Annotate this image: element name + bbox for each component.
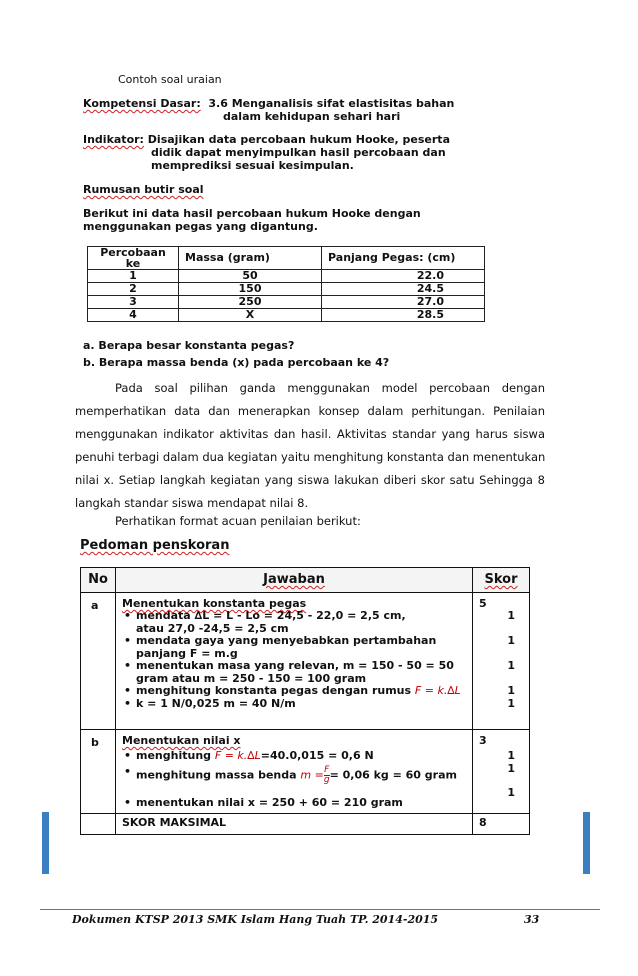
row-a-scores (473, 593, 530, 730)
table-row (88, 309, 485, 322)
page-number: 33 (524, 913, 540, 926)
row-a-total: 5 (479, 597, 487, 610)
paragraph-line-3: menggunakan indikator aktivitas dan hasil. Aktivitas standar yang harus siswa (75, 427, 545, 441)
cell: 3 (88, 296, 179, 309)
rumusan-line-1: Berikut ini data hasil percobaan hukum Hooke dengan (83, 207, 421, 220)
pedoman-title: Pedoman penskoran (80, 538, 230, 553)
row-b-scores (473, 730, 530, 814)
score-row-a (81, 593, 530, 730)
footer-rule (40, 909, 600, 910)
row-max-label: SKOR MAKSIMAL (116, 814, 473, 835)
ind-text-1: Disajikan data percobaan hukum Hooke, peserta (147, 133, 450, 146)
score-value: 1 (507, 634, 515, 647)
score-value: 1 (507, 786, 515, 799)
formula-mass: m = (300, 768, 324, 781)
paragraph-line-1: Pada soal pilihan ganda menggunakan model percobaan dengan (115, 381, 545, 395)
table-row (88, 296, 485, 309)
row-a-no: a (81, 593, 116, 730)
heading: Contoh soal uraian (118, 73, 222, 86)
cell: 150 (179, 283, 322, 296)
score-row-max (81, 814, 530, 835)
score-row-b (81, 730, 530, 814)
table-row (88, 270, 485, 283)
formula-hooke: F = k.∆L (414, 684, 461, 697)
col-header-percobaan: Percobaan ke (88, 247, 179, 270)
list-item: • menghitung F = k.∆L=40.0,015 = 0,6 N (122, 750, 466, 763)
cell: 250 (179, 296, 322, 309)
list-item: • menghitung konstanta pegas dengan rumus F = k.∆L (122, 685, 466, 698)
list-item: • menghitung massa benda m = $\frac{F}{g}$ = 0,06 kg = 60 gram (122, 766, 466, 785)
score-value: 1 (507, 659, 515, 672)
header-jawaban: Jawaban (116, 568, 473, 593)
score-value: 1 (507, 684, 515, 697)
kompetensi-dasar (83, 97, 503, 123)
score-value: 1 (507, 609, 515, 622)
row-a-title: Menentukan konstanta pegas (122, 597, 307, 610)
rumusan-line-2: menggunakan pegas yang digantung. (83, 220, 318, 233)
right-accent-bar (583, 812, 590, 874)
cell: X (179, 309, 322, 322)
indikator (83, 133, 503, 172)
header-skor: Skor (473, 568, 530, 593)
paragraph-line-6: langkah standar siswa mendapat nilai 8. (75, 496, 309, 510)
rumusan-text (83, 207, 503, 233)
perhatikan-text: Perhatikan format acuan penilaian berikut: (115, 514, 361, 528)
cell: 28.5 (322, 309, 485, 322)
list-item: • mendata gaya yang menyebabkan pertambahan panjang F = m.g (122, 635, 466, 660)
question-a: a. Berapa besar konstanta pegas? (83, 339, 295, 352)
score-header-row (81, 568, 530, 593)
hooke-data-table (87, 246, 485, 322)
col-header-panjang: Panjang Pegas: (cm) (322, 247, 485, 270)
fraction-f-over-g: $\frac{F}{g}$ (323, 764, 330, 785)
ind-text-3: memprediksi sesuai kesimpulan. (151, 159, 354, 172)
paragraph-line-5: nilai x. Setiap langkah kegiatan yang siswa lakukan diberi skor satu Sehingga 8 (75, 473, 545, 487)
list-item: • menentukan nilai x = 250 + 60 = 210 gram (122, 797, 466, 810)
rumusan-title: Rumusan butir soal (83, 183, 204, 196)
row-b-answer (116, 730, 473, 814)
table-row (88, 283, 485, 296)
ind-label: Indikator: (83, 133, 144, 146)
list-item: • mendata ∆L = L - Lo = 24,5 - 22,0 = 2,5 cm, atau 27,0 -24,5 = 2,5 cm (122, 610, 466, 635)
formula-hooke: F = k.∆L (214, 749, 261, 762)
row-a-answer (116, 593, 473, 730)
cell: 27.0 (322, 296, 485, 309)
row-b-title: Menentukan nilai x (122, 734, 241, 747)
cell: 22.0 (322, 270, 485, 283)
kd-label: Kompetensi Dasar: (83, 97, 201, 110)
score-value: 1 (507, 749, 515, 762)
kd-text-2: dalam kehidupan sehari hari (223, 110, 401, 123)
cell: 4 (88, 309, 179, 322)
score-value: 1 (507, 696, 515, 710)
scoring-table (80, 567, 530, 835)
row-b-no: b (81, 730, 116, 814)
kd-text-1: 3.6 Menganalisis sifat elastisitas bahan (208, 97, 455, 110)
footer-text: Dokumen KTSP 2013 SMK Islam Hang Tuah TP. 2014-2015 (72, 913, 439, 926)
cell: 2 (88, 283, 179, 296)
row-b-total: 3 (479, 734, 487, 747)
paragraph-line-4: penuhi terbagi dalam dua kegiatan yaitu menghitung konstanta dan menentukan (75, 450, 546, 464)
row-max-value: 8 (473, 814, 530, 835)
list-item: • k = 1 N/0,025 m = 40 N/m (122, 698, 466, 711)
cell: 24.5 (322, 283, 485, 296)
row-max-empty (81, 814, 116, 835)
question-b: b. Berapa massa benda (x) pada percobaan ke 4? (83, 356, 390, 369)
list-item: • menentukan masa yang relevan, m = 150 - 50 = 50 gram atau m = 250 - 150 = 100 gram (122, 660, 466, 685)
left-accent-bar (42, 812, 49, 874)
cell: 1 (88, 270, 179, 283)
score-value: 1 (507, 761, 515, 775)
table-header-row (88, 247, 485, 270)
cell: 50 (179, 270, 322, 283)
ind-text-2: didik dapat menyimpulkan hasil percobaan dan (151, 146, 446, 159)
header-no: No (81, 568, 116, 593)
col-header-massa: Massa (gram) (179, 247, 322, 270)
paragraph-line-2: memperhatikan data dan menerapkan konsep dalam perhitungan. Penilaian (75, 404, 545, 418)
